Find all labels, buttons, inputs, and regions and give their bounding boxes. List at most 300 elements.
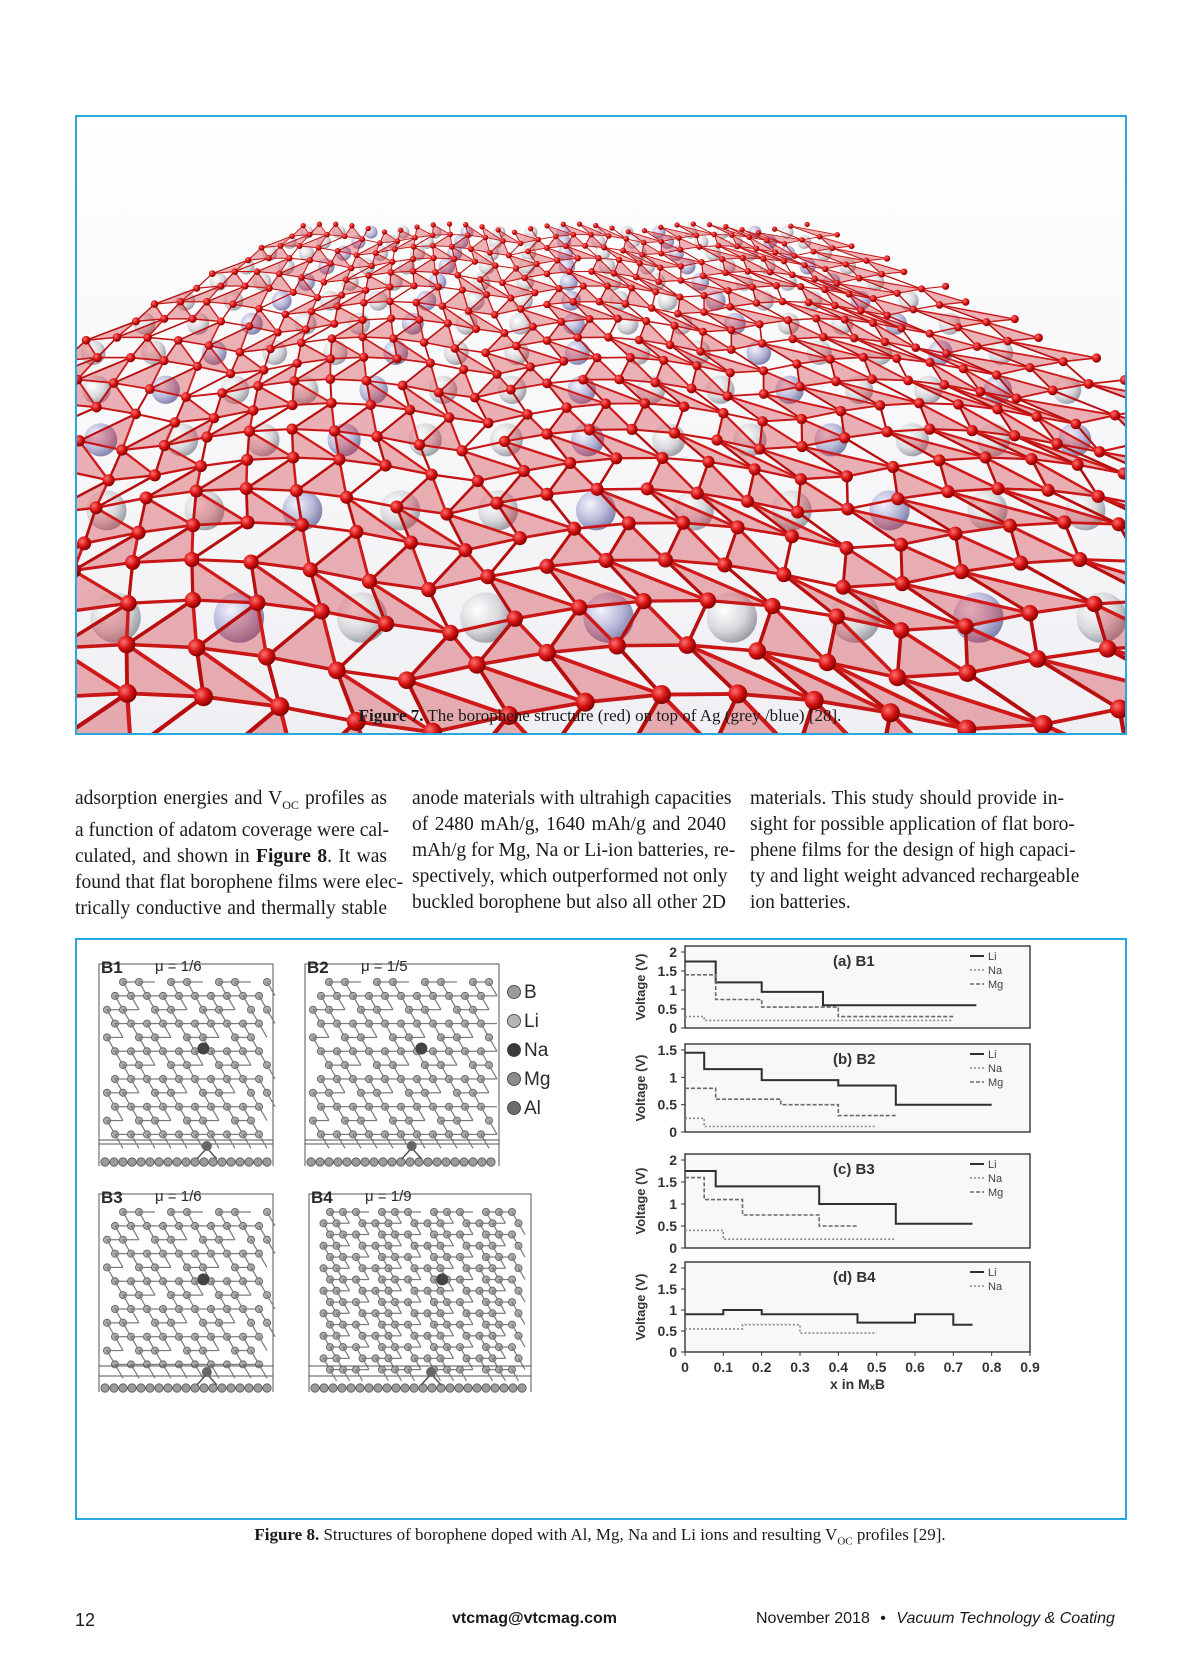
- boron-atom: [957, 618, 973, 634]
- boron-atom: [120, 595, 136, 611]
- boron-atom: [841, 502, 854, 515]
- boron-atom: [925, 358, 934, 367]
- boron-atom: [377, 240, 383, 246]
- boron-atom: [575, 255, 581, 261]
- boron-atom: [671, 322, 679, 330]
- figure-8-reference: Figure 8: [256, 845, 328, 867]
- body-line: of 2480 mAh/g, 1640 mAh/g and 2040: [412, 814, 726, 835]
- boron-atom: [410, 256, 416, 262]
- boron-atom: [819, 654, 837, 672]
- boron-atom: [679, 401, 690, 412]
- boron-atom: [954, 564, 969, 579]
- x-axis-label: x in MₓB: [830, 1376, 885, 1392]
- boron-atom: [811, 276, 818, 283]
- boron-atom: [507, 611, 523, 627]
- boron-bond: [919, 403, 958, 404]
- boron-atom: [366, 226, 371, 231]
- boron-atom: [588, 268, 595, 275]
- y-tick-label: 1: [669, 1302, 677, 1318]
- boron-atom: [151, 300, 159, 308]
- boron-atom: [606, 233, 612, 239]
- boron-atom: [77, 536, 91, 550]
- chart-title: (c) B3: [833, 1161, 875, 1178]
- structure-label: B1: [101, 958, 123, 977]
- boron-atom: [506, 252, 512, 258]
- boron-atom: [561, 222, 566, 227]
- boron-atom: [691, 487, 704, 500]
- boron-atom: [626, 424, 637, 435]
- boron-atom: [506, 385, 516, 395]
- boron-atom: [539, 559, 554, 574]
- element-symbol: Na: [524, 1040, 549, 1061]
- boron-atom: [361, 376, 371, 386]
- boron-atom: [531, 289, 538, 296]
- structure-mu: μ = 1/6: [155, 958, 202, 975]
- boron-atom: [338, 292, 345, 299]
- boron-atom: [655, 278, 662, 285]
- boron-atom: [362, 574, 377, 589]
- boron-atom: [1072, 552, 1087, 567]
- boron-atom: [601, 245, 607, 251]
- boron-atom: [333, 222, 338, 227]
- boron-atom: [894, 290, 901, 297]
- boron-atom: [764, 598, 780, 614]
- boron-atom: [911, 343, 920, 352]
- y-tick-label: 1.5: [657, 963, 677, 979]
- boron-atom: [826, 355, 835, 364]
- boron-atom: [659, 356, 668, 365]
- boron-atom: [282, 311, 290, 319]
- boron-atom: [459, 286, 466, 293]
- boron-atom: [863, 258, 869, 264]
- boron-atom: [711, 434, 722, 445]
- boron-atom: [1057, 515, 1071, 529]
- figure-8-caption-label: Figure 8.: [254, 1525, 320, 1544]
- boron-atom: [483, 291, 490, 298]
- boron-atom: [819, 333, 828, 342]
- chart-title: (d) B4: [833, 1269, 876, 1286]
- boron-atom: [601, 398, 612, 409]
- boron-atom: [658, 225, 663, 230]
- boron-atom: [620, 248, 626, 254]
- boron-atom: [348, 265, 354, 271]
- boron-atom: [658, 552, 673, 567]
- boron-atom: [834, 280, 841, 287]
- y-axis-label: Voltage (V): [633, 1054, 648, 1122]
- boron-atom: [109, 378, 119, 388]
- y-tick-label: 2: [669, 944, 677, 960]
- boron-atom: [591, 483, 604, 496]
- y-axis-label: Voltage (V): [633, 953, 648, 1021]
- boron-atom: [193, 362, 202, 371]
- boron-atom: [785, 529, 799, 543]
- boron-atom: [731, 520, 745, 534]
- boron-atom: [463, 222, 468, 227]
- boron-atom: [386, 298, 394, 306]
- boron-atom: [253, 381, 263, 391]
- element-swatch: [508, 986, 521, 999]
- boron-atom: [702, 456, 714, 468]
- boron-atom: [387, 269, 394, 276]
- figure-8-caption-tail: profiles [29].: [852, 1525, 946, 1544]
- body-line: materials. This study should provide in-: [750, 788, 1064, 809]
- boron-atom: [177, 298, 185, 306]
- boron-bond: [644, 601, 708, 602]
- boron-atom: [254, 268, 261, 275]
- boron-atom: [722, 269, 729, 276]
- boron-atom: [580, 283, 587, 290]
- boron-atom: [727, 326, 735, 334]
- boron-atom: [973, 342, 982, 351]
- y-tick-label: 0.5: [657, 1001, 677, 1017]
- figure-7-caption-text: The borophene structure (red) on top of Ag (grey /blue) [28].: [423, 706, 842, 725]
- y-tick-label: 0.5: [657, 1218, 677, 1234]
- boron-atom: [390, 500, 403, 513]
- figure-7-caption: [0, 706, 1200, 726]
- x-tick-label: 0.4: [828, 1359, 849, 1375]
- boron-atom: [845, 291, 852, 298]
- x-tick-label: 0.8: [981, 1359, 1002, 1375]
- boron-atom: [757, 416, 768, 427]
- boron-atom: [194, 687, 213, 706]
- boron-atom: [656, 452, 668, 464]
- boron-atom: [276, 270, 283, 277]
- boron-atom: [335, 248, 341, 254]
- boron-atom: [839, 432, 850, 443]
- boron-atom: [610, 452, 622, 464]
- legend-label: Mg: [988, 1187, 1004, 1199]
- boron-atom: [373, 250, 379, 256]
- boron-atom: [543, 301, 551, 309]
- boron-atom: [499, 279, 506, 286]
- boron-atom: [910, 306, 918, 314]
- boron-atom: [415, 316, 423, 324]
- boron-atom: [235, 348, 244, 357]
- boron-atom: [472, 258, 478, 264]
- boron-atom: [195, 460, 207, 472]
- boron-atom: [753, 299, 761, 307]
- boron-atom: [741, 495, 754, 508]
- boron-atom: [1009, 430, 1020, 441]
- boron-atom: [93, 353, 102, 362]
- boron-atom: [483, 235, 489, 241]
- boron-atom: [255, 305, 263, 313]
- boron-atom: [582, 243, 588, 249]
- boron-atom: [857, 307, 865, 315]
- boron-atom: [477, 276, 484, 283]
- element-symbol: Al: [524, 1098, 541, 1119]
- boron-atom: [444, 319, 452, 327]
- structure-label: B3: [101, 1188, 123, 1207]
- boron-atom: [487, 250, 493, 256]
- legend-label: Li: [988, 951, 997, 963]
- body-line: a function of adatom coverage were cal-: [75, 819, 389, 841]
- y-tick-label: 2: [669, 1260, 677, 1276]
- dopant-atom: [197, 1273, 209, 1285]
- boron-atom: [1099, 640, 1117, 658]
- boron-atom: [676, 235, 682, 241]
- boron-atom: [439, 302, 447, 310]
- boron-atom: [626, 353, 635, 362]
- boron-atom: [241, 283, 248, 290]
- boron-atom: [744, 268, 751, 275]
- boron-atom: [321, 279, 328, 286]
- boron-atom: [465, 307, 473, 315]
- dopant-atom: [197, 1043, 209, 1055]
- boron-atom: [700, 592, 716, 608]
- dopant-side-atom: [202, 1367, 212, 1377]
- boron-atom: [924, 423, 935, 434]
- boron-atom: [604, 282, 611, 289]
- boron-atom: [125, 555, 140, 570]
- boron-atom: [614, 374, 624, 384]
- boron-atom: [687, 383, 697, 393]
- boron-atom: [521, 274, 528, 281]
- boron-atom: [203, 298, 211, 306]
- boron-atom: [992, 370, 1001, 379]
- boron-atom: [334, 303, 342, 311]
- boron-atom: [696, 244, 702, 250]
- boron-atom: [324, 232, 330, 238]
- boron-atom: [513, 265, 519, 271]
- boron-atom: [529, 323, 537, 331]
- boron-atom: [534, 261, 540, 267]
- boron-atom: [748, 642, 766, 660]
- element-swatch: [508, 1015, 521, 1028]
- boron-atom: [1071, 419, 1082, 430]
- boron-atom: [789, 271, 796, 278]
- boron-atom: [696, 347, 705, 356]
- boron-atom: [776, 567, 791, 582]
- boron-atom: [700, 273, 707, 280]
- boron-atom: [359, 236, 365, 242]
- boron-atom: [209, 413, 220, 424]
- boron-bond: [617, 645, 687, 646]
- boron-atom: [303, 562, 318, 577]
- boron-atom: [812, 314, 820, 322]
- y-tick-label: 1: [669, 982, 677, 998]
- boron-atom: [468, 246, 474, 252]
- boron-atom: [201, 431, 212, 442]
- boron-atom: [788, 223, 793, 228]
- boron-atom: [496, 227, 501, 232]
- boron-atom: [554, 257, 560, 263]
- boron-atom: [528, 226, 533, 231]
- boron-atom: [342, 233, 348, 239]
- boron-atom: [490, 497, 503, 510]
- boron-atom: [991, 482, 1004, 495]
- borophene-structure-image: [77, 117, 1125, 733]
- boron-atom: [829, 608, 845, 624]
- boron-atom: [360, 299, 368, 307]
- legend-label: Li: [988, 1049, 997, 1061]
- boron-atom: [289, 376, 299, 386]
- boron-atom: [465, 232, 471, 238]
- figure-8-image: [77, 940, 1125, 1518]
- boron-atom: [302, 325, 310, 333]
- boron-atom: [658, 239, 664, 245]
- boron-atom: [159, 356, 168, 365]
- boron-atom: [316, 245, 322, 251]
- boron-atom: [181, 392, 191, 402]
- boron-atom: [404, 535, 418, 549]
- boron-atom: [286, 423, 297, 434]
- boron-atom: [584, 424, 595, 435]
- boron-atom: [492, 262, 498, 268]
- element-symbol: Mg: [524, 1069, 551, 1090]
- boron-atom: [567, 522, 581, 536]
- boron-atom: [293, 359, 302, 368]
- boron-atom: [205, 341, 214, 350]
- boron-atom: [889, 669, 907, 687]
- boron-atom: [217, 317, 225, 325]
- boron-atom: [89, 501, 102, 514]
- boron-atom: [118, 636, 136, 654]
- boron-atom: [1059, 357, 1068, 366]
- boron-atom: [698, 259, 704, 265]
- boron-atom: [398, 228, 403, 233]
- boron-atom: [525, 248, 531, 254]
- boron-atom: [642, 228, 647, 233]
- boron-atom: [639, 252, 645, 258]
- boron-atom: [884, 255, 890, 261]
- boron-atom: [365, 400, 376, 411]
- voltage-chart-c: [633, 1152, 1030, 1256]
- structure-panel-b2: [305, 958, 499, 1166]
- boron-atom: [792, 359, 801, 368]
- boron-atom: [379, 459, 391, 471]
- boron-atom: [217, 282, 224, 289]
- boron-atom: [604, 333, 613, 342]
- figure-8-caption-sub: OC: [837, 1535, 853, 1548]
- boron-atom: [1013, 556, 1028, 571]
- boron-atom: [442, 625, 458, 641]
- footer-email[interactable]: vtcmag@vtcmag.com: [452, 1610, 617, 1627]
- boron-atom: [700, 308, 708, 316]
- legend-label: Mg: [988, 1077, 1004, 1089]
- boron-atom: [799, 237, 805, 243]
- boron-atom: [718, 408, 729, 419]
- boron-atom: [174, 336, 183, 345]
- body-line: ion batteries.: [750, 892, 851, 913]
- boron-atom: [1072, 459, 1084, 471]
- body-column-2: [412, 786, 736, 916]
- boron-atom: [431, 255, 437, 261]
- boron-atom: [1042, 484, 1055, 497]
- footer-bullet: •: [880, 1610, 886, 1627]
- boron-atom: [881, 426, 892, 437]
- voltage-chart-b: [633, 1042, 1030, 1140]
- boron-atom: [444, 412, 455, 423]
- structure-panel-b3: [99, 1188, 275, 1392]
- boron-atom: [557, 318, 565, 326]
- boron-atom: [759, 366, 768, 375]
- boron-atom: [392, 246, 398, 252]
- boron-bond: [661, 694, 737, 695]
- boron-atom: [330, 320, 338, 328]
- boron-atom: [326, 398, 337, 409]
- boron-atom: [622, 516, 636, 530]
- boron-atom: [657, 265, 663, 271]
- structure-mu: μ = 1/5: [361, 958, 408, 975]
- boron-atom: [468, 656, 486, 674]
- boron-atom: [378, 616, 394, 632]
- boron-atom: [626, 229, 631, 234]
- boron-atom: [426, 358, 435, 367]
- boron-atom: [483, 418, 494, 429]
- boron-atom: [728, 684, 747, 703]
- boron-atom: [518, 241, 524, 247]
- body-line: adsorption energies and $V_{OC}$ profiles as: [75, 788, 387, 812]
- boron-atom: [193, 285, 200, 292]
- boron-atom: [674, 310, 682, 318]
- body-line: phene films for the design of high capaci-: [750, 840, 1076, 861]
- boron-atom: [244, 426, 255, 437]
- boron-atom: [389, 259, 395, 265]
- boron-atom: [295, 518, 309, 532]
- boron-atom: [1011, 315, 1019, 323]
- boron-atom: [569, 298, 577, 306]
- boron-atom: [897, 324, 905, 332]
- chart-title: (b) B2: [833, 1051, 876, 1068]
- boron-atom: [856, 275, 863, 282]
- boron-atom: [449, 244, 455, 250]
- boron-atom: [458, 543, 472, 557]
- boron-atom: [1084, 379, 1094, 389]
- legend-label: Na: [988, 965, 1003, 977]
- boron-atom: [447, 232, 453, 238]
- boron-atom: [132, 317, 140, 325]
- boron-atom: [229, 300, 237, 308]
- boron-atom: [1025, 453, 1037, 465]
- boron-atom: [623, 236, 629, 242]
- boron-atom: [1086, 596, 1102, 612]
- boron-atom: [241, 454, 253, 466]
- boron-atom: [936, 301, 944, 309]
- boron-atom: [245, 257, 251, 263]
- boron-atom: [592, 353, 601, 362]
- boron-atom: [317, 222, 322, 227]
- boron-atom: [564, 457, 576, 469]
- boron-atom: [149, 469, 161, 481]
- boron-atom: [297, 338, 306, 347]
- boron-atom: [421, 582, 436, 597]
- boron-atom: [822, 266, 828, 272]
- boron-atom: [289, 233, 295, 239]
- boron-atom: [843, 261, 849, 267]
- boron-atom: [628, 284, 635, 291]
- boron-atom: [588, 232, 594, 238]
- boron-atom: [259, 365, 268, 374]
- boron-atom: [561, 402, 572, 413]
- x-tick-label: 0: [681, 1359, 689, 1375]
- boron-atom: [450, 344, 459, 353]
- boron-atom: [723, 391, 733, 401]
- boron-atom: [841, 315, 849, 323]
- boron-atom: [784, 316, 792, 324]
- boron-atom: [1029, 650, 1047, 668]
- boron-atom: [821, 286, 828, 293]
- boron-atom: [426, 469, 438, 481]
- boron-atom: [535, 237, 541, 243]
- boron-atom: [616, 257, 622, 263]
- body-column-3: [750, 786, 1080, 916]
- dopant-side-atom: [426, 1367, 436, 1377]
- boron-atom: [209, 270, 216, 277]
- boron-atom: [307, 232, 313, 238]
- y-tick-label: 0: [669, 1240, 677, 1256]
- boron-atom: [836, 406, 847, 417]
